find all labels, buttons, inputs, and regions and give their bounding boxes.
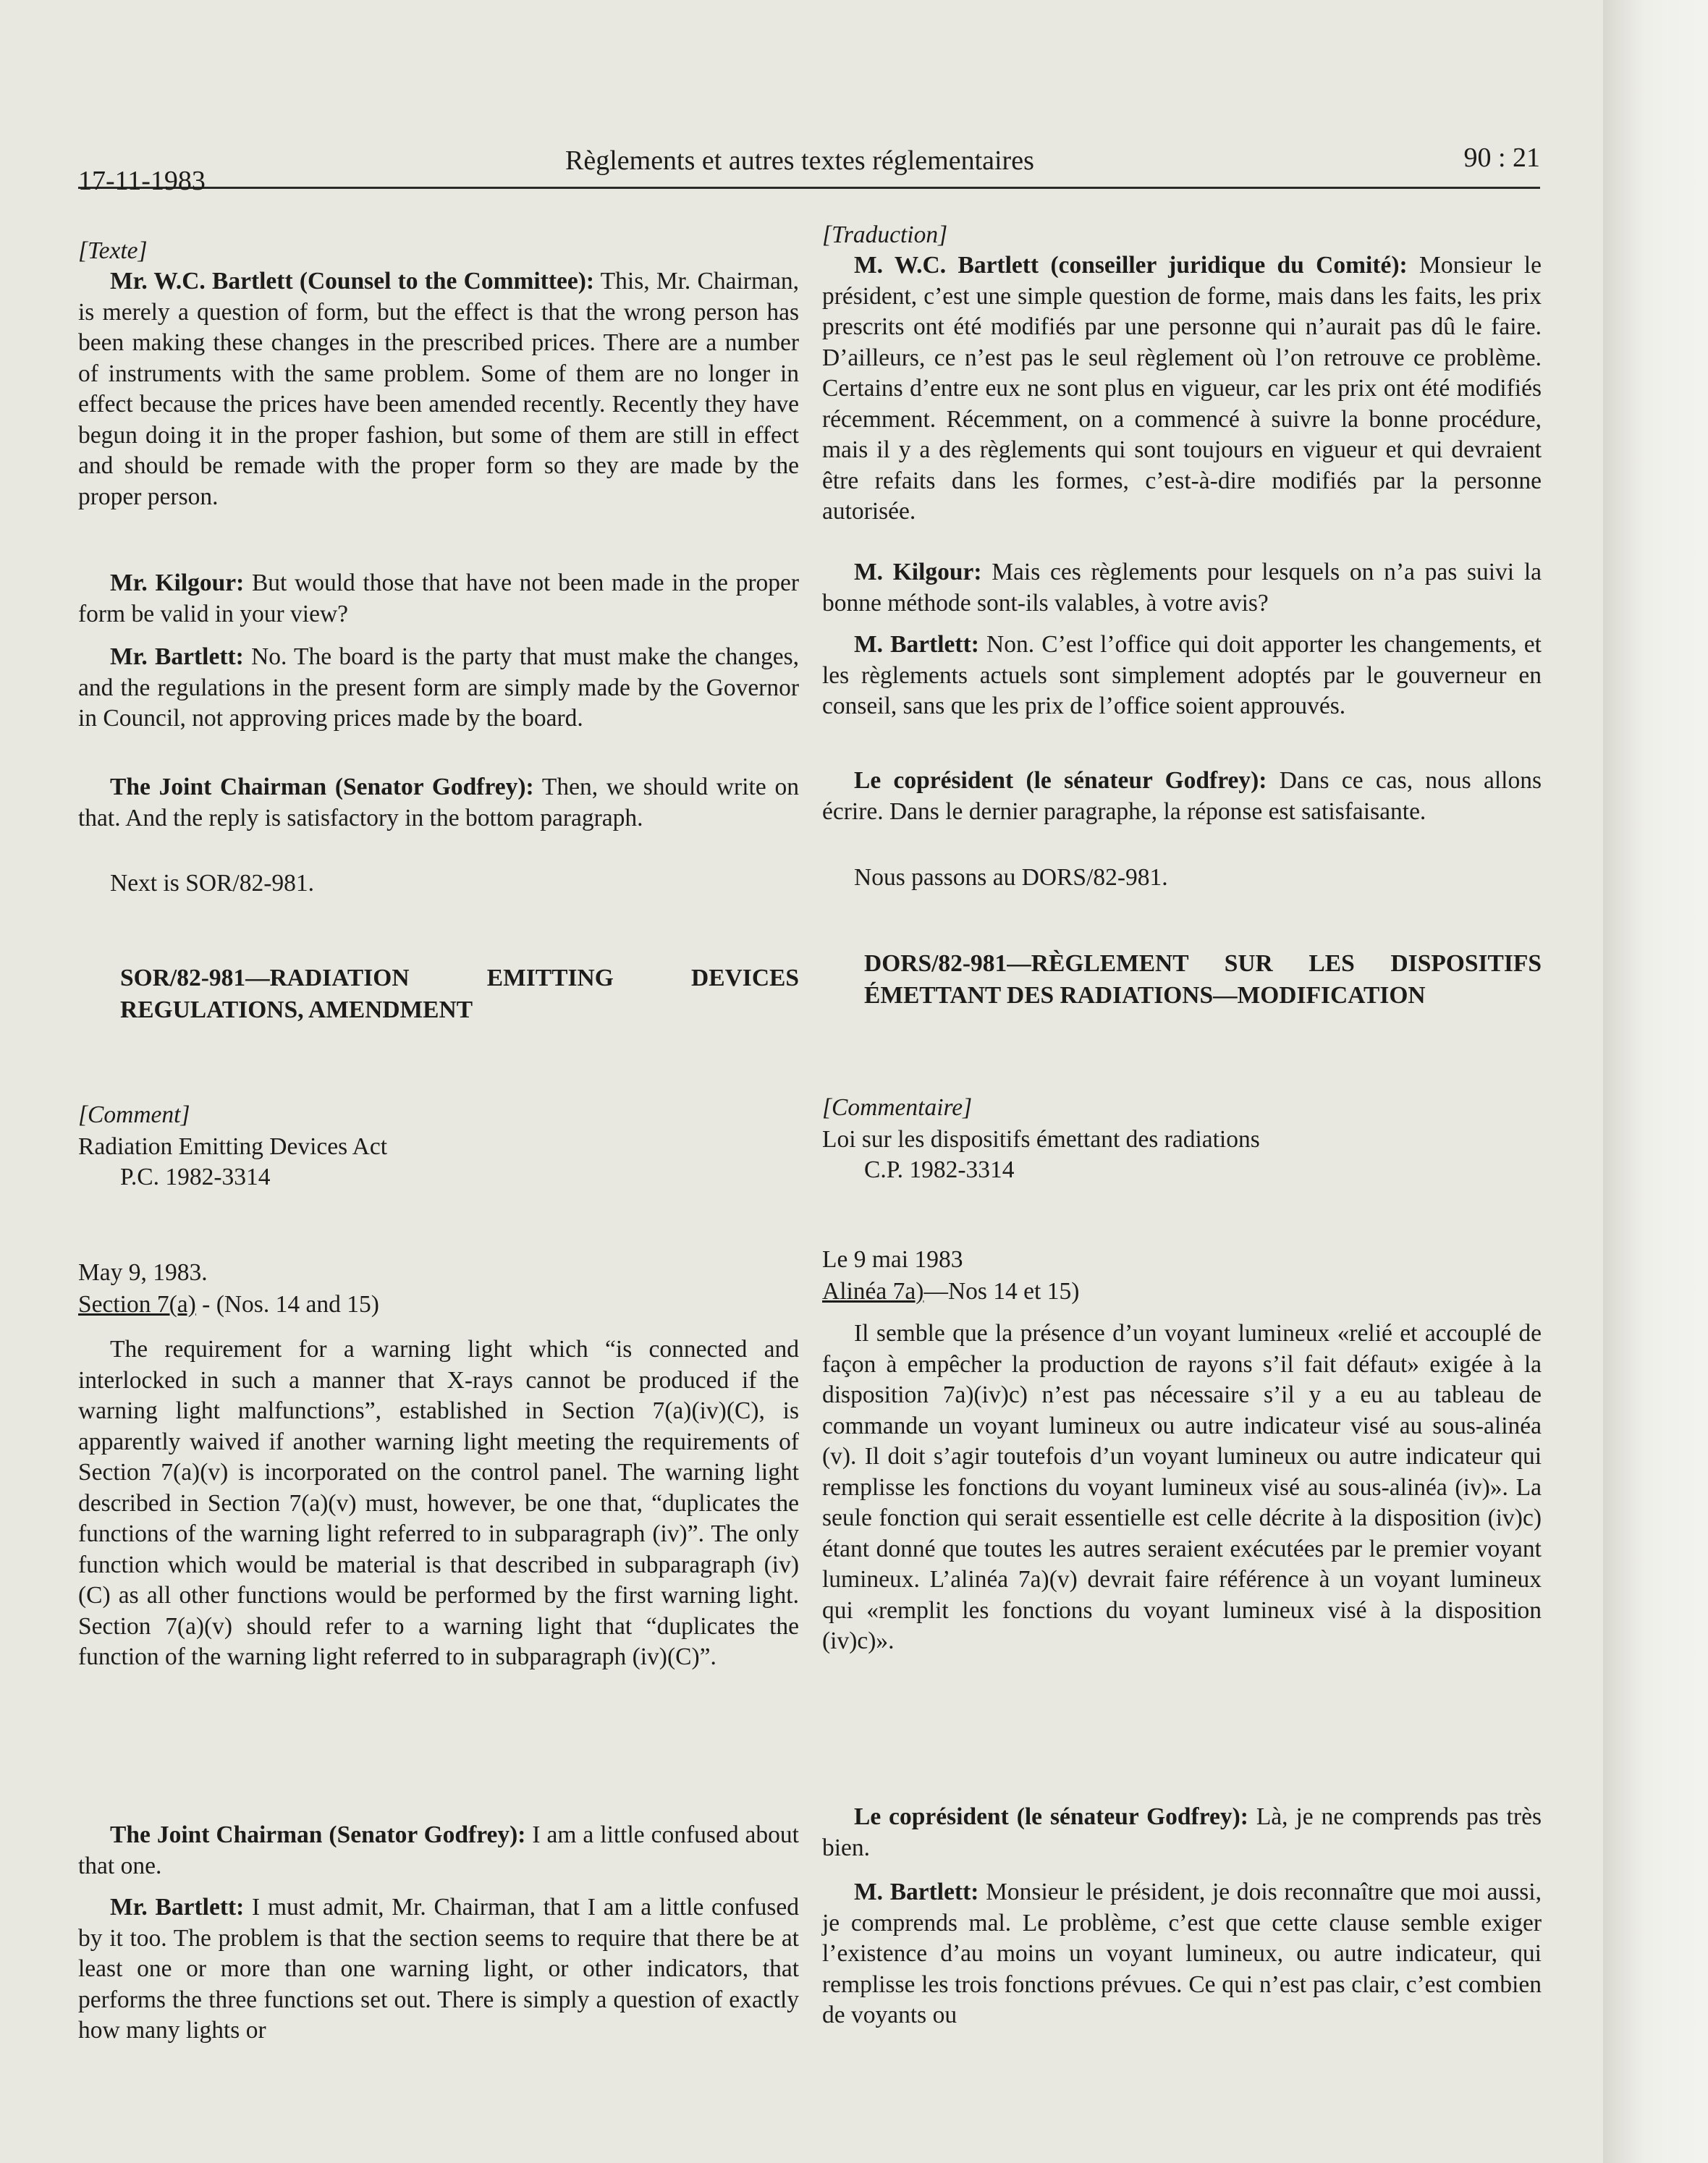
paragraph-text: This, Mr. Chairman, is merely a question of form, but the effect is that the wrong person has been making these changes in the prescribed prices. There are a number of instruments with the same problem. Some of them are no longer in effect because the prices have been amended recently. Recently they have begun doing it in the proper fashion, but some of them are still in effect and should be remade with the proper form so they are made by the proper person. [78, 268, 800, 510]
fr-pc-number: C.P. 1982-3314 [864, 1156, 1015, 1183]
en-paragraph-chairman-1 [78, 772, 799, 834]
page-edge [1603, 0, 1708, 2163]
fr-paragraph-bartlett-2 [822, 630, 1542, 722]
fr-paragraph-next: Nous passons au DORS/82-981. [854, 864, 1168, 891]
fr-act-title: Loi sur les dispositifs émettant des radiations [822, 1126, 1260, 1153]
header-page-number: 90 : 21 [1463, 143, 1540, 173]
fr-paragraph-kilgour [822, 557, 1542, 619]
header-title: Règlements et autres textes réglementaires [565, 145, 1034, 176]
page-header [78, 143, 1540, 196]
speaker-name: Mr. Bartlett: [110, 1894, 245, 1921]
section-ref: Alinéa 7a) [822, 1278, 924, 1305]
paragraph-text: Dans ce cas, nous allons écrire. Dans le dernier paragraphe, la réponse est satisfaisante. [822, 767, 1542, 825]
en-paragraph-warning-light: The requirement for a warning light which “is connected and interlocked in such a manner that X-rays cannot be produced if the warning light malfunctions”, established in Section 7(a)(iv)(C), is apparently waived if another warning light meeting the requirements of Section 7(a)(v) is incorporated on the control panel. The warning light described in Section 7(a)(v) must, however, be one that, “duplicates the functions of the warning light referred to in subparagraph (iv)”. The only function which would be material is that described in subparagraph (iv)(C) as all other functions would be performed by the first warning light. Section 7(a)(v) should refer to a warning light that “duplicates the function of the warning light referred to in subparagraph (iv)(C)”. [78, 1336, 799, 1670]
en-paragraph-bartlett-3 [78, 1892, 799, 2046]
speaker-name: M. W.C. Bartlett (conseiller juridique du Comité): [854, 252, 1408, 279]
speaker-name: The Joint Chairman (Senator Godfrey): [110, 774, 534, 800]
paragraph-text: Là, je ne comprends pas très bien. [822, 1803, 1542, 1861]
speaker-name: M. Bartlett: [854, 631, 979, 658]
speaker-name: Le coprésident (le sénateur Godfrey): [854, 1803, 1248, 1830]
paragraph-text: No. The board is the party that must make the changes, and the regulations in the present form are simply made by the Governor in Council, not approving prices made by the board. [78, 643, 799, 732]
en-label-texte: [Texte] [78, 237, 148, 264]
fr-section-reference [822, 1277, 1542, 1308]
speaker-name: The Joint Chairman (Senator Godfrey): [110, 1821, 526, 1848]
en-paragraph-bartlett-2 [78, 642, 799, 735]
en-section-heading: SOR/82-981—RADIATION EMITTING DEVICES REGULATIONS, AMENDMENT [120, 965, 799, 1023]
fr-paragraph-voyant: Il semble que la présence d’un voyant lumineux «relié et accouplé de façon à empêcher la production de rayons s’il fait défaut» exigée à la disposition 7a)(iv)c) n’est pas nécessaire s’il y a eu au tableau de commande un voyant lumineux ou autre indicateur visé au sous-alinéa (v). Il doit s’agir toutefois d’un voyant lumineux ou autre indicateur qui remplisse les fonctions du voyant lumineux visé au sous-alinéa (iv)». La seule fonction qui serait essentielle est celle décrite à la disposition (iv)c) étant donné que toutes les autres seraient exécutées par le premier voyant lumineux. L’alinéa 7a)(v) devrait faire référence à un voyant lumineux qui «remplit les fonctions du voyant lumineux visé à la disposition (iv)c)». [822, 1320, 1542, 1654]
en-date: May 9, 1983. [78, 1259, 208, 1286]
paragraph-text: Monsieur le président, je dois reconnaître que moi aussi, je comprends mal. Le problème, c’est que cette clause semble exiger l’existence d’au moins un voyant lumineux, ou autre indicateur, qui remplisse les trois fonctions prévues. Ce qui n’est pas clair, c’est combien de voyants ou [822, 1879, 1542, 2028]
fr-date: Le 9 mai 1983 [822, 1246, 963, 1273]
section-ref-rest: —Nos 14 et 15) [923, 1278, 1080, 1305]
speaker-name: M. Kilgour: [854, 559, 982, 585]
en-act-title: Radiation Emitting Devices Act [78, 1133, 388, 1160]
fr-label-traduction: [Traduction] [822, 221, 948, 248]
fr-paragraph-chairman-1 [822, 766, 1542, 827]
en-pc-number: P.C. 1982-3314 [120, 1164, 271, 1190]
header-date: 17-11-1983 [78, 166, 206, 196]
speaker-name: M. Bartlett: [854, 1879, 979, 1905]
fr-paragraph-chairman-2 [822, 1802, 1542, 1863]
paragraph-text: I must admit, Mr. Chairman, that I am a little confused by it too. The problem is that the section seems to require that there be at least one or more than one warning light, or other indicators, that performs the three functions set out. There is simply a question of exactly how many lights or [78, 1894, 799, 2044]
en-paragraph-next: Next is SOR/82-981. [110, 870, 314, 897]
en-paragraph-kilgour [78, 568, 799, 630]
paragraph-text: Non. C’est l’office qui doit apporter les changements, et les règlements actuels sont simplement adoptés par le gouverneur en conseil, sans que les prix de l’office soient approuvés. [822, 631, 1542, 719]
fr-section-heading: DORS/82-981—RÈGLEMENT SUR LES DISPOSITIFS ÉMETTANT DES RADIATIONS—MODIFICATION [864, 950, 1542, 1009]
paragraph-text: Then, we should write on that. And the reply is satisfactory in the bottom paragraph. [78, 774, 799, 831]
en-paragraph-bartlett-1 [78, 266, 799, 512]
paragraph-text: Mais ces règlements pour lesquels on n’a pas suivi la bonne méthode sont-ils valables, à votre avis? [822, 559, 1542, 617]
paragraph-text: I am a little confused about that one. [78, 1821, 799, 1879]
section-ref-rest: - (Nos. 14 and 15) [195, 1291, 379, 1318]
fr-paragraph-bartlett-3 [822, 1877, 1542, 2031]
en-comment-label: [Comment] [78, 1101, 190, 1128]
paragraph-text: But would those that have not been made in the proper form be valid in your view? [78, 570, 799, 627]
speaker-name: Le coprésident (le sénateur Godfrey): [854, 767, 1267, 794]
paragraph-text: Monsieur le président, c’est une simple question de forme, mais dans les faits, les prix prescrits ont été modifiés par une personne qui n’aurait pas dû le faire. D’ailleurs, ce n’est pas le seul règlement où l’on retrouve ce problème. Certains d’entre eux ne sont plus en vigueur, car les prix ont été modifiés récemment. Récemment, on a commencé à suivre la bonne procédure, mais il y a des règlements qui sont toujours en vigueur et qui devraient être refaits dans les formes, c’est-à-dire modifiés par la personne autorisée. [822, 252, 1542, 525]
speaker-name: Mr. Kilgour: [110, 570, 245, 596]
speaker-name: Mr. W.C. Bartlett (Counsel to the Committee): [110, 268, 595, 295]
section-ref: Section 7(a) [78, 1291, 196, 1318]
fr-comment-label: [Commentaire] [822, 1094, 973, 1121]
fr-paragraph-bartlett-1 [822, 250, 1542, 528]
en-section-reference [78, 1290, 799, 1321]
speaker-name: Mr. Bartlett: [110, 643, 244, 670]
en-paragraph-chairman-2 [78, 1820, 799, 1881]
